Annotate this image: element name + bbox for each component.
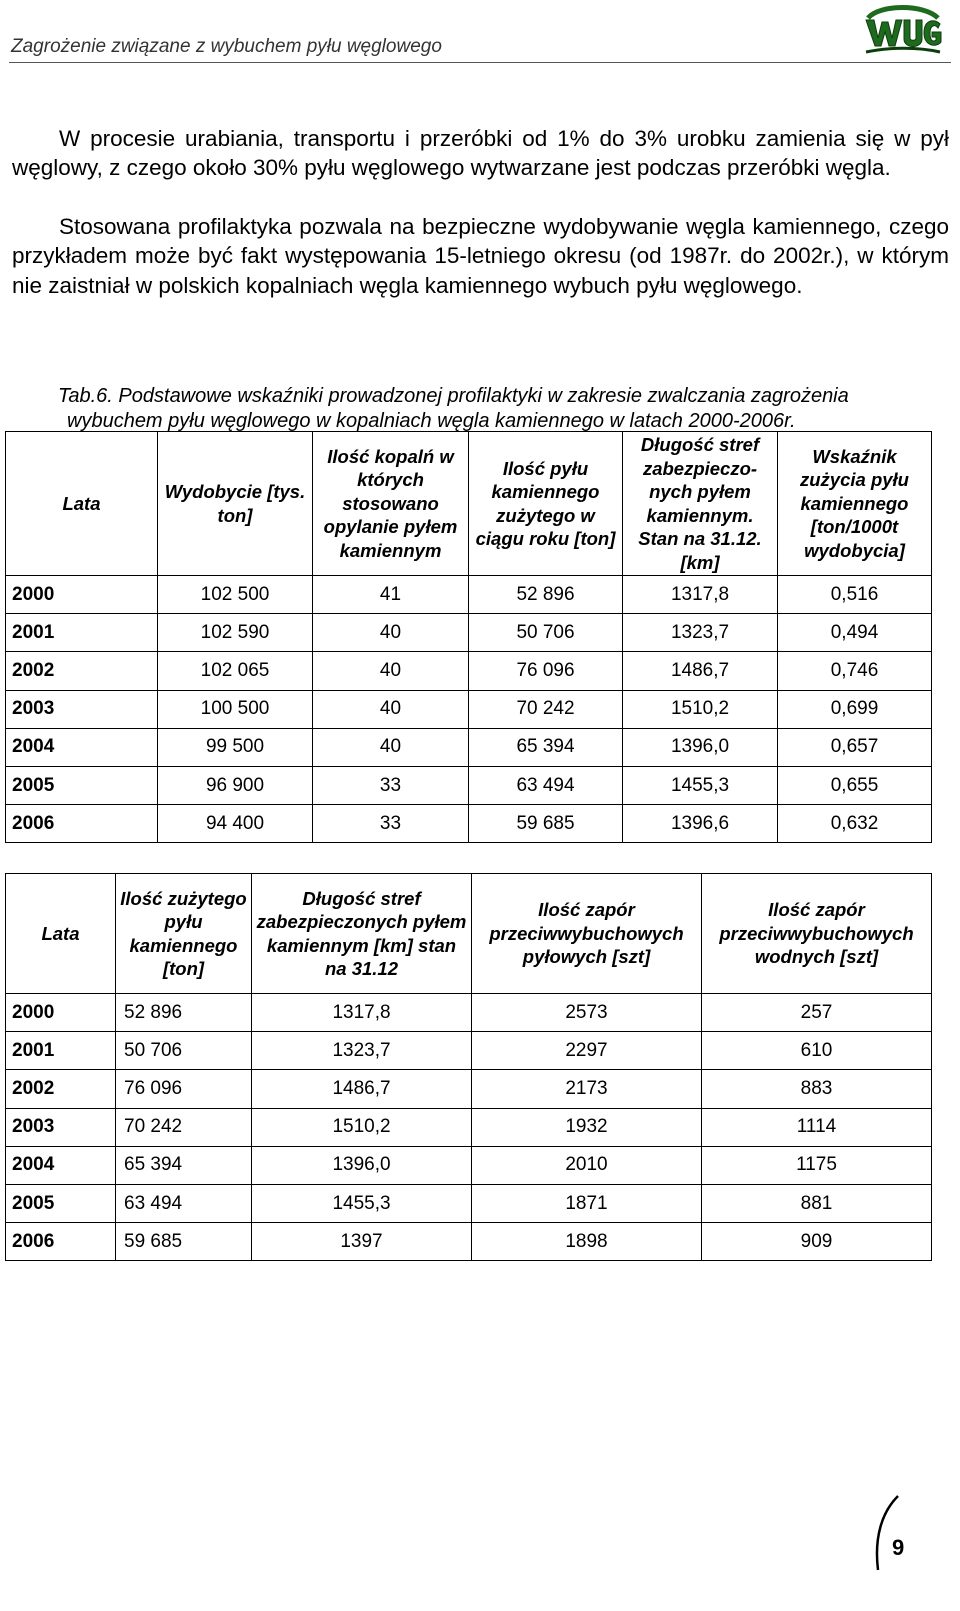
wug-logo: [860, 0, 944, 60]
caption-line-2: wybuchem pyłu węglowego w kopalniach węgla kamiennego w latach 2000-2006r.: [67, 410, 796, 432]
indicators-table: [5, 431, 932, 843]
paragraph-prevention: [12, 212, 949, 300]
table-cell: 0,655: [778, 766, 932, 804]
table-cell: 1455,3: [252, 1184, 472, 1222]
table-cell: 610: [702, 1032, 932, 1070]
table-cell: 257: [702, 994, 932, 1032]
table-cell: 52 896: [116, 994, 252, 1032]
year-cell: 2000: [6, 576, 158, 614]
table-cell: 1114: [702, 1108, 932, 1146]
caption-line-1: Tab.6. Podstawowe wskaźniki prowadzonej profilaktyki w zakresie zwalczania zagrożenia: [58, 385, 849, 407]
barriers-table: [5, 873, 932, 1261]
table-cell: 41: [313, 576, 469, 614]
header-divider: [9, 62, 951, 63]
year-cell: 2003: [6, 1108, 116, 1146]
table-cell: 0,516: [778, 576, 932, 614]
year-cell: 2005: [6, 1184, 116, 1222]
table-cell: 909: [702, 1223, 932, 1261]
paragraph-dust-formation: [12, 124, 949, 183]
table-cell: 1486,7: [252, 1070, 472, 1108]
page-header-title: Zagrożenie związane z wybuchem pyłu węglowego: [11, 36, 442, 57]
year-cell: 2001: [6, 614, 158, 652]
table-cell: 0,494: [778, 614, 932, 652]
table-cell: 0,657: [778, 728, 932, 766]
year-cell: 2002: [6, 652, 158, 690]
table-cell: 96 900: [158, 766, 313, 804]
table-cell: 1932: [472, 1108, 702, 1146]
paragraph-text: W procesie urabiania, transportu i przeróbki od 1% do 3% urobku zamienia się w pył węglowy, z czego około 30% pyłu węglowego wytwarzane jest podczas przeróbki węgla.: [12, 126, 949, 181]
table-cell: 102 065: [158, 652, 313, 690]
table-cell: 1455,3: [623, 766, 778, 804]
table-row: [6, 994, 932, 1032]
table-cell: 2573: [472, 994, 702, 1032]
table-cell: 1510,2: [252, 1108, 472, 1146]
table-cell: 0,699: [778, 690, 932, 728]
table-cell: 1317,8: [623, 576, 778, 614]
table-row: [6, 766, 932, 804]
table-cell: 63 494: [469, 766, 623, 804]
table-cell: 102 590: [158, 614, 313, 652]
year-cell: 2003: [6, 690, 158, 728]
table-row: [6, 652, 932, 690]
table-cell: 1396,6: [623, 805, 778, 843]
table-cell: 40: [313, 614, 469, 652]
column-header: Długość stref zabezpieczonych pyłem kamiennym [km] stan na 31.12: [252, 874, 472, 994]
table-row: [6, 1070, 932, 1108]
year-cell: 2004: [6, 1146, 116, 1184]
paragraph-text: Stosowana profilaktyka pozwala na bezpieczne wydobywanie węgla kamiennego, czego przykładem może być fakt występowania 15-letniego okresu (od 1987r. do 2002r.), w którym nie zaistniał w polskich kopalniach węgla kamiennego wybuch pyłu węglowego.: [12, 214, 949, 298]
table-caption: [58, 384, 938, 434]
column-header: Ilość pyłu kamiennego zużytego w ciągu roku [ton]: [469, 432, 623, 576]
table-cell: 1510,2: [623, 690, 778, 728]
table-cell: 63 494: [116, 1184, 252, 1222]
column-header: Ilość kopalń w których stosowano opylanie pyłem kamiennym: [313, 432, 469, 576]
column-header: Ilość zapór przeciwwybuchowych pyłowych [szt]: [472, 874, 702, 994]
table-cell: 1486,7: [623, 652, 778, 690]
table-cell: 100 500: [158, 690, 313, 728]
table-cell: 2297: [472, 1032, 702, 1070]
table-cell: 1323,7: [252, 1032, 472, 1070]
table-header-row: [6, 432, 932, 576]
table-row: [6, 728, 932, 766]
year-cell: 2006: [6, 1223, 116, 1261]
year-cell: 2001: [6, 1032, 116, 1070]
column-header: Długość stref zabezpieczo- nych pyłem kamiennym. Stan na 31.12. [km]: [623, 432, 778, 576]
table-cell: 1317,8: [252, 994, 472, 1032]
table-cell: 0,746: [778, 652, 932, 690]
table-cell: 40: [313, 690, 469, 728]
column-header: Ilość zużytego pyłu kamiennego [ton]: [116, 874, 252, 994]
table-cell: 1396,0: [623, 728, 778, 766]
table-row: [6, 576, 932, 614]
table-cell: 0,632: [778, 805, 932, 843]
table-row: [6, 1223, 932, 1261]
column-header: Lata: [6, 432, 158, 576]
table-cell: 40: [313, 652, 469, 690]
year-cell: 2005: [6, 766, 158, 804]
table-cell: 33: [313, 766, 469, 804]
table-cell: 2010: [472, 1146, 702, 1184]
page-number: 9: [892, 1535, 905, 1560]
table-cell: 1175: [702, 1146, 932, 1184]
table-cell: 33: [313, 805, 469, 843]
column-header: Lata: [6, 874, 116, 994]
table-cell: 70 242: [116, 1108, 252, 1146]
table-cell: 99 500: [158, 728, 313, 766]
table-row: [6, 614, 932, 652]
table-cell: 52 896: [469, 576, 623, 614]
table-cell: 50 706: [469, 614, 623, 652]
page-corner-swoosh-icon: [860, 1492, 920, 1572]
table-cell: 1898: [472, 1223, 702, 1261]
table-cell: 59 685: [469, 805, 623, 843]
table-cell: 59 685: [116, 1223, 252, 1261]
table-cell: 1396,0: [252, 1146, 472, 1184]
year-cell: 2004: [6, 728, 158, 766]
column-header: Ilość zapór przeciwwybuchowych wodnych [szt]: [702, 874, 932, 994]
table-cell: 76 096: [469, 652, 623, 690]
table-cell: 65 394: [116, 1146, 252, 1184]
table-row: [6, 1146, 932, 1184]
table-row: [6, 1032, 932, 1070]
table-cell: 2173: [472, 1070, 702, 1108]
column-header: Wydobycie [tys. ton]: [158, 432, 313, 576]
table-cell: 1323,7: [623, 614, 778, 652]
table-cell: 65 394: [469, 728, 623, 766]
table-cell: 881: [702, 1184, 932, 1222]
table-row: [6, 690, 932, 728]
column-header: Wskaźnik zużycia pyłu kamiennego [ton/1000t wydobycia]: [778, 432, 932, 576]
table-row: [6, 1184, 932, 1222]
table-cell: 1397: [252, 1223, 472, 1261]
table-cell: 1871: [472, 1184, 702, 1222]
table-cell: 76 096: [116, 1070, 252, 1108]
year-cell: 2006: [6, 805, 158, 843]
table-cell: 40: [313, 728, 469, 766]
table-row: [6, 1108, 932, 1146]
table-header-row: [6, 874, 932, 994]
table-cell: 883: [702, 1070, 932, 1108]
year-cell: 2002: [6, 1070, 116, 1108]
table-cell: 102 500: [158, 576, 313, 614]
table-cell: 70 242: [469, 690, 623, 728]
table-cell: 94 400: [158, 805, 313, 843]
year-cell: 2000: [6, 994, 116, 1032]
table-cell: 50 706: [116, 1032, 252, 1070]
table-row: [6, 805, 932, 843]
